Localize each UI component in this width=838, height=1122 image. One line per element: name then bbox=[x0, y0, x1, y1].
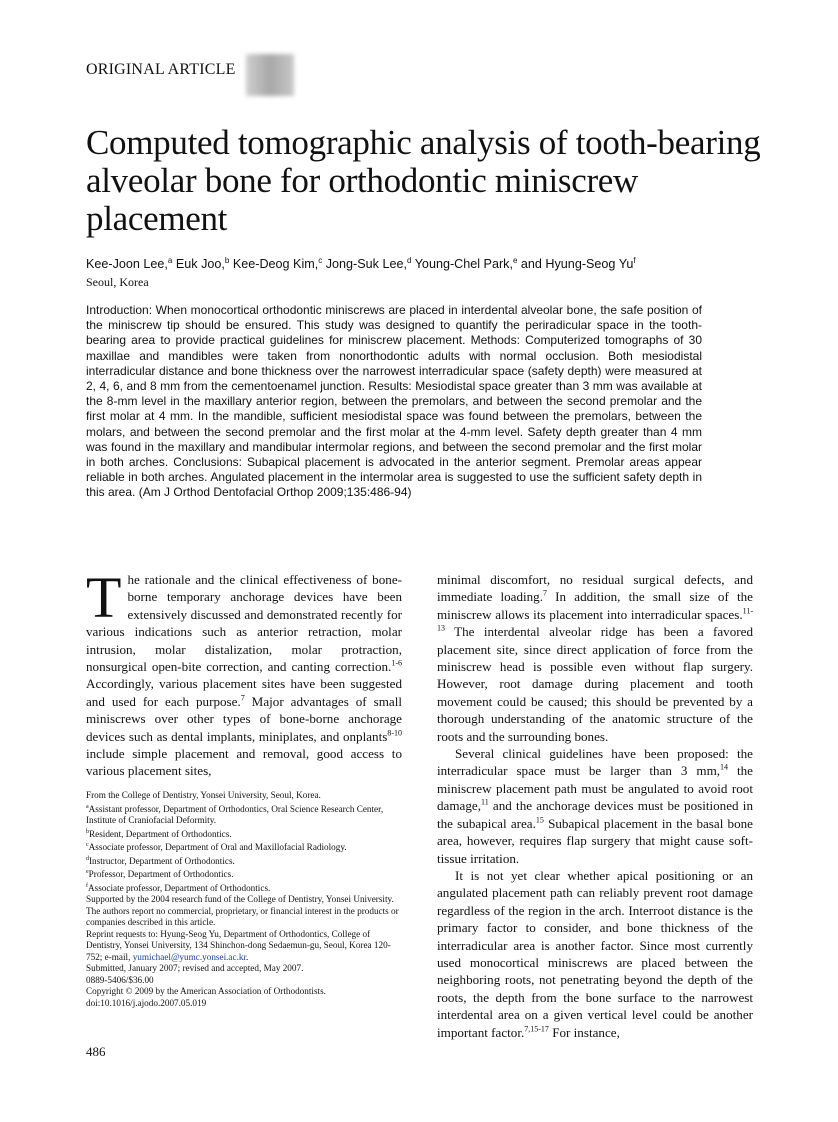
author-name: Kee-Joon Lee, bbox=[86, 257, 168, 272]
body-text: he rationale and the clinical effectiveness of bone-borne temporary anchorage devices have been extensively discussed and demonstrated recently for various indications such as anterior retraction, molar intrusion, molar distalization, molar protraction, nonsurgical open-bite correction, and canting correction. bbox=[86, 572, 402, 675]
drop-cap: T bbox=[86, 565, 122, 630]
footnote-reprint bbox=[86, 929, 402, 964]
footnotes bbox=[86, 790, 402, 1009]
footnote-mark: a bbox=[86, 803, 89, 810]
body-text: the miniscrew placement path must be angulated to avoid root damage, bbox=[437, 763, 753, 814]
author-affiliation-mark: d bbox=[406, 256, 412, 265]
body-text: Accordingly, various placement sites have been suggested and used for each purpose. bbox=[86, 676, 402, 709]
footnote-author-c bbox=[86, 840, 402, 854]
page-number: 486 bbox=[86, 1044, 106, 1059]
footnote-doi[interactable]: doi:10.1016/j.ajodo.2007.05.019 bbox=[86, 997, 207, 1008]
citation-ref[interactable]: 7 bbox=[543, 589, 547, 599]
footnote-text: Resident, Department of Orthodontics. bbox=[89, 828, 232, 839]
footnote-submitted: Submitted, January 2007; revised and accepted, May 2007. bbox=[86, 963, 304, 974]
citation-ref[interactable]: 14 bbox=[720, 763, 729, 773]
author-name: Young-Chel Park, bbox=[411, 257, 513, 272]
author-list bbox=[86, 256, 636, 271]
body-text: It is not yet clear whether apical positioning or an angulated placement path can reliably prevent root damage regardless of the region in the arch. Interroot distance is the primary factor to consider, and bone thickness of the interradicular area is another factor. Since most currently used monocortical miniscrews are placed between the neighboring roots, not penetrating beyond the depth of the roots, the depth from the bone surface to the narrowest interdental area on a given vertical level could be another important factor. bbox=[437, 867, 753, 1040]
footnote-author-f bbox=[86, 881, 402, 895]
footnote-issn: 0889-5406/$36.00 bbox=[86, 974, 154, 985]
footnote-support: Supported by the 2004 research fund of the College of Dentistry, Yonsei University. bbox=[86, 894, 394, 905]
citation-ref[interactable]: 8-10 bbox=[387, 728, 402, 738]
author-name: Kee-Deog Kim, bbox=[229, 257, 319, 272]
author-location: Seoul, Korea bbox=[86, 275, 149, 289]
author-affiliation-mark: f bbox=[633, 256, 636, 265]
footnote-mark: c bbox=[86, 842, 89, 849]
abstract: Introduction: When monocortical orthodontic miniscrews are placed in interdental alveolar bone, the safe position of the miniscrew tip should be ensured. This study was designed to quantify the periradicular space in the tooth-bearing area to provide practical guidelines for miniscrew placement. Methods: Computerized tomographs of 30 maxillae and mandibles were taken from nonorthodontic adults with normal occlusion. Both mesiodistal interradicular distance and bone thickness over the narrowest interradicular space (safety depth) were measured at 2, 4, 6, and 8 mm from the cementoenamel junction. Results: Mesiodistal space greater than 3 mm was available at the 8-mm level in the maxillary anterior region, between the premolars, and between the second premolar and the first molar at 4 mm. In the mandible, sufficient mesiodistal space was found between the premolars, between the molars, and between the second premolar and the first molar at the 4-mm level. Safety depth greater than 4 mm was found in the maxillary and mandibular intermolar regions, and between the second premolar and the first molar in both arches. Conclusions: Subapical placement is advocated in the anterior segment. Premolar areas appear reliable in both arches. Angulated placement in the intermolar area is suggested to use the sufficient safety depth in this area. (Am J Orthod Dentofacial Orthop 2009;135:486-94) bbox=[86, 303, 702, 500]
footnote-author-d bbox=[86, 854, 402, 868]
section-label-shade bbox=[246, 54, 294, 96]
author-affiliation-mark: c bbox=[318, 256, 323, 265]
body-text: Several clinical guidelines have been proposed: the interradicular space must be larger than 3 mm, bbox=[437, 746, 753, 779]
body-text: minimal discomfort, no residual surgical defects, and immediate loading. bbox=[437, 572, 753, 605]
body-text: For instance, bbox=[548, 1024, 620, 1040]
footnote-author-b bbox=[86, 827, 402, 841]
citation-ref[interactable]: 7 bbox=[240, 693, 245, 703]
footnote-mark: b bbox=[86, 828, 89, 835]
author-affiliation-mark: e bbox=[512, 256, 518, 265]
body-text: The interdental alveolar ridge has been a favored placement site, since direct application of force from the miniscrew head is possible even without flap surgery. However, root damage during placement and tooth movement could be caused; this should be prevented by a thorough understanding of the anatomic structure of the roots and the surrounding bones. bbox=[437, 624, 753, 744]
body-column-right bbox=[437, 571, 753, 1041]
footnote-text: Instructor, Department of Orthodontics. bbox=[89, 855, 235, 866]
body-paragraph bbox=[437, 745, 753, 867]
citation-ref[interactable]: 11 bbox=[481, 797, 489, 807]
author-name: and Hyung-Seog Yu bbox=[517, 257, 634, 272]
body-paragraph bbox=[437, 867, 753, 1041]
body-text: include simple placement and removal, good access to various placement sites, bbox=[86, 746, 402, 779]
citation-ref[interactable]: 1-6 bbox=[391, 658, 402, 668]
footnote-author-a bbox=[86, 802, 402, 827]
email-link[interactable]: yumichael@yumc.yonsei.ac.kr bbox=[132, 951, 247, 962]
author-name: Euk Joo, bbox=[172, 257, 225, 272]
footnote-text: Reprint requests to: Hyung-Seog Yu, Department of Orthodontics, College of Dentistry, Yonsei University, 134 Shinchon-dong Sedaemun-gu, Seoul, Korea 120-752; e-mail, bbox=[86, 928, 391, 962]
section-label: ORIGINAL ARTICLE bbox=[86, 61, 236, 78]
footnote-conflict: The authors report no commercial, proprietary, or financial interest in the products or companies described in this article. bbox=[86, 905, 399, 928]
citation-ref[interactable]: 7,15-17 bbox=[524, 1024, 549, 1034]
footnote-affiliation: From the College of Dentistry, Yonsei University, Seoul, Korea. bbox=[86, 790, 321, 800]
body-text: Major advantages of small miniscrews over other types of bone-borne anchorage devices such as dental implants, miniplates, and onplants bbox=[86, 693, 402, 744]
author-affiliation-mark: a bbox=[167, 256, 173, 265]
body-text: Subapical placement in the basal bone area, however, requires flap surgery that might cause soft-tissue irritation. bbox=[437, 815, 753, 866]
footnote-text: Professor, Department of Orthodontics. bbox=[88, 869, 234, 880]
article-title: Computed tomographic analysis of tooth-bearing alveolar bone for orthodontic miniscrew placement bbox=[86, 123, 761, 238]
footnote-text: Associate professor, Department of Oral and Maxillofacial Radiology. bbox=[88, 842, 347, 853]
author-affiliation-mark: b bbox=[224, 256, 230, 265]
footnote-author-e bbox=[86, 867, 402, 881]
author-name: Jong-Suk Lee, bbox=[322, 257, 407, 272]
footnote-text: Assistant professor, Department of Orthodontics, Oral Science Research Center, Institute of Craniofacial Deformity. bbox=[86, 803, 384, 826]
citation-ref[interactable]: 15 bbox=[535, 815, 544, 825]
footnote-mark: d bbox=[86, 855, 89, 862]
body-paragraph bbox=[437, 571, 753, 745]
footnote-mark: f bbox=[86, 882, 88, 889]
citation-ref[interactable]: 11-13 bbox=[437, 606, 753, 633]
footnote-text: . bbox=[246, 951, 249, 962]
body-text: and the anchorage devices must be positioned in the subapical area. bbox=[437, 798, 753, 831]
footnote-mark: e bbox=[86, 869, 89, 876]
footnote-text: Associate professor, Department of Orthodontics. bbox=[88, 882, 271, 893]
body-paragraph bbox=[86, 565, 402, 780]
footnote-copyright: Copyright © 2009 by the American Association of Orthodontists. bbox=[86, 986, 326, 997]
body-text: In addition, the small size of the miniscrew allows its placement into interradicular spaces. bbox=[437, 589, 753, 622]
body-column-left bbox=[86, 565, 402, 780]
